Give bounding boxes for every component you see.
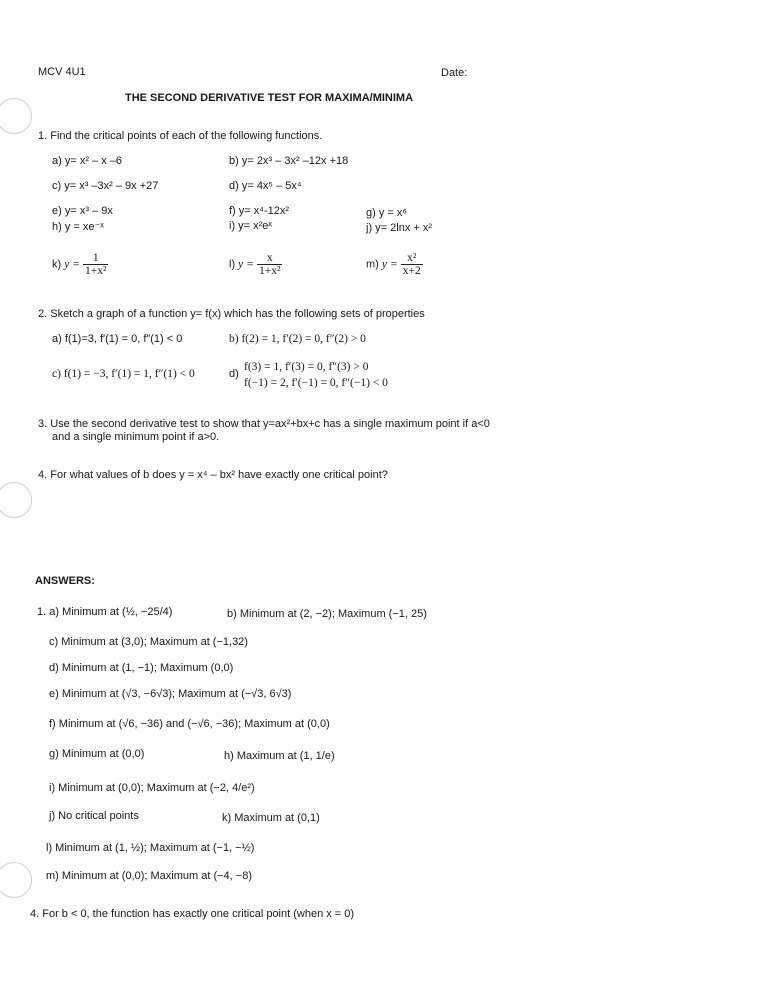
answer-1a: 1. a) Minimum at (½, −25/4) bbox=[37, 606, 173, 618]
q1-k bbox=[52, 252, 108, 277]
q1-l-numerator: x bbox=[257, 252, 282, 265]
answer-1g: g) Minimum at (0,0) bbox=[49, 748, 145, 760]
q2-b: b) f(2) = 1, f′(2) = 0, f″(2) > 0 bbox=[229, 333, 366, 345]
q3-line1: 3. Use the second derivative test to show that y=ax²+bx+c has a single maximum point if a<0 bbox=[38, 418, 490, 430]
answers-heading: ANSWERS: bbox=[35, 575, 95, 587]
q1-d: d) y= 4x⁵ – 5x⁴ bbox=[229, 180, 302, 192]
q2-intro: 2. Sketch a graph of a function y= f(x) which has the following sets of properties bbox=[38, 308, 425, 320]
answer-1f: f) Minimum at (√6, −36) and (−√6, −36); Maximum at (0,0) bbox=[49, 718, 330, 730]
answer-1e: e) Minimum at (√3, −6√3); Maximum at (−√3, 6√3) bbox=[49, 688, 292, 700]
answer-1d: d) Minimum at (1, −1); Maximum (0,0) bbox=[49, 662, 234, 674]
q3-line2: and a single minimum point if a>0. bbox=[52, 431, 220, 443]
q1-h: h) y = xe⁻ˣ bbox=[52, 221, 104, 233]
q2-a: a) f(1)=3, f′(1) = 0, f″(1) < 0 bbox=[52, 333, 183, 345]
q1-l-label: l) bbox=[229, 258, 236, 271]
q1-c: c) y= x³ –3x² – 9x +27 bbox=[52, 180, 159, 192]
q1-m-denominator: x+2 bbox=[402, 265, 421, 277]
answer-1h: h) Maximum at (1, 1/e) bbox=[224, 750, 335, 762]
q1-i: i) y= x²eˣ bbox=[229, 220, 273, 232]
punch-hole-top bbox=[0, 98, 32, 134]
q1-m-numerator: x² bbox=[401, 252, 423, 265]
answer-1c: c) Minimum at (3,0); Maximum at (−1,32) bbox=[49, 636, 248, 648]
q2-d-label: d) bbox=[229, 368, 239, 380]
answer-1i: i) Minimum at (0,0); Maximum at (−2, 4/e²) bbox=[49, 782, 255, 794]
q1-intro: 1. Find the critical points of each of the following functions. bbox=[38, 130, 323, 142]
answer-1j: j) No critical points bbox=[49, 810, 139, 822]
q1-k-lhs: y = bbox=[64, 258, 80, 271]
q1-m-fraction bbox=[401, 252, 423, 277]
q1-b: b) y= 2x³ – 3x² –12x +18 bbox=[229, 155, 349, 167]
answer-1k: k) Maximum at (0,1) bbox=[222, 812, 320, 824]
answer-1l: l) Minimum at (1, ½); Maximum at (−1, −½) bbox=[46, 842, 255, 854]
date-label: Date: bbox=[441, 67, 468, 79]
q2-d-line2: f(−1) = 2, f′(−1) = 0, f″(−1) < 0 bbox=[244, 377, 388, 389]
punch-hole-bottom bbox=[0, 862, 32, 898]
q1-l-fraction bbox=[257, 252, 282, 277]
punch-hole-middle bbox=[0, 482, 32, 518]
q1-l-denominator: 1+x² bbox=[258, 265, 281, 277]
q4-text: 4. For what values of b does y = x⁴ – bx² have exactly one critical point? bbox=[38, 469, 388, 481]
q1-m bbox=[366, 252, 423, 277]
q1-j: j) y= 2lnx + x² bbox=[366, 222, 433, 234]
answer-1m: m) Minimum at (0,0); Maximum at (−4, −8) bbox=[46, 870, 252, 882]
q1-l bbox=[229, 252, 282, 277]
q2-c: c) f(1) = −3, f′(1) = 1, f″(1) < 0 bbox=[52, 368, 195, 380]
q1-k-fraction bbox=[83, 252, 108, 277]
q1-a: a) y= x² – x –6 bbox=[52, 155, 123, 167]
q1-e: e) y= x³ – 9x bbox=[52, 205, 113, 217]
q1-f: f) y= x⁴-12x² bbox=[229, 205, 290, 217]
answer-4: 4. For b < 0, the function has exactly one critical point (when x = 0) bbox=[30, 908, 355, 920]
q1-k-numerator: 1 bbox=[83, 252, 108, 265]
q1-m-label: m) bbox=[366, 258, 379, 271]
q1-k-label: k) bbox=[52, 258, 62, 271]
answer-1b: b) Minimum at (2, −2); Maximum (−1, 25) bbox=[227, 608, 427, 620]
q1-m-lhs: y = bbox=[381, 258, 398, 271]
q2-d-line1: f(3) = 1, f′(3) = 0, f″(3) > 0 bbox=[244, 361, 369, 373]
course-code: MCV 4U1 bbox=[38, 66, 86, 78]
q1-k-denominator: 1+x² bbox=[85, 265, 107, 277]
q1-l-lhs: y = bbox=[238, 258, 254, 271]
page-title: THE SECOND DERIVATIVE TEST FOR MAXIMA/MINIMA bbox=[125, 92, 414, 104]
q1-g: g) y = x⁶ bbox=[366, 207, 407, 219]
